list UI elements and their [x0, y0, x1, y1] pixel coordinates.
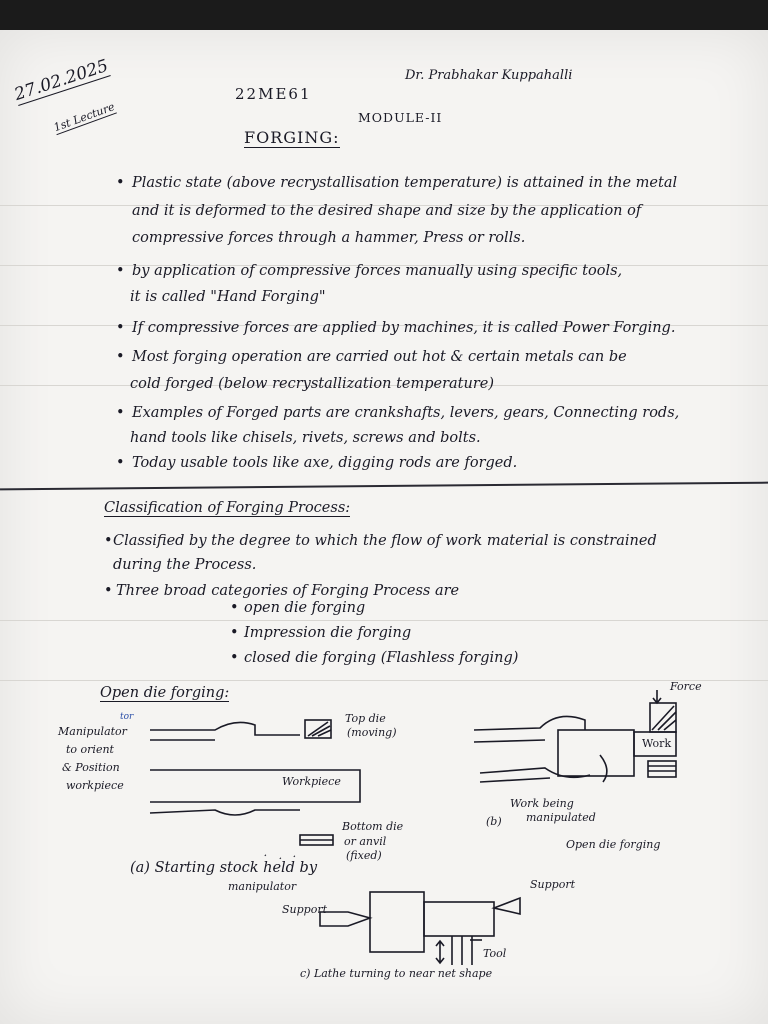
lecture-tag: 1st Lecture	[52, 100, 117, 135]
work-manipulated-label: Work being	[510, 797, 574, 810]
bullet-line: If compressive forces are applied by machines, it is called Power Forging.	[132, 320, 676, 336]
top-die-label: Top die	[345, 712, 386, 725]
bullet-line: hand tools like chisels, rivets, screws and bolts.	[130, 430, 481, 446]
bullet-icon: •	[116, 175, 125, 191]
figure-b-caption: Open die forging	[566, 838, 661, 851]
bullet-line: by application of compressive forces manually using specific tools,	[132, 263, 623, 279]
figure-a-caption: manipulator	[228, 880, 297, 893]
manipulator-label: & Position	[62, 761, 120, 774]
date-stamp: 27.02.2025	[12, 55, 111, 106]
bullet-line: it is called "Hand Forging"	[130, 289, 326, 305]
notebook-page	[0, 30, 768, 1024]
bullet-icon: •	[104, 533, 113, 549]
author-name: Dr. Prabhakar Kuppahalli	[405, 68, 573, 83]
bullet-line: Three broad categories of Forging Process are	[116, 583, 460, 599]
bullet-icon: •	[230, 600, 239, 616]
bullet-icon: •	[104, 583, 113, 599]
tool-arrow	[436, 941, 444, 963]
work-manipulated-label: manipulated	[526, 811, 596, 824]
bottom-die-label: or anvil	[344, 835, 387, 848]
right-support	[494, 898, 520, 914]
figure-c-sketch	[0, 30, 768, 1024]
classification-heading: Classification of Forging Process:	[104, 500, 351, 516]
manipulator-label: to orient	[66, 743, 114, 756]
bullet-line: compressive forces through a hammer, Press or rolls.	[132, 230, 526, 246]
tool-label: Tool	[483, 947, 507, 960]
bullet-icon: •	[230, 650, 239, 666]
bullet-icon: •	[116, 455, 125, 471]
manipulator-label: workpiece	[66, 779, 124, 792]
bullet-line: and it is deformed to the desired shape and size by the application of	[132, 203, 642, 219]
bullet-line: cold forged (below recrystallization temperature)	[130, 376, 495, 392]
tool-lines	[452, 936, 472, 965]
bullet-line: Today usable tools like axe, digging rods are forged.	[132, 455, 518, 471]
bullet-icon: •	[116, 263, 125, 279]
bottom-die-label: (fixed)	[346, 849, 382, 862]
category-item: closed die forging (Flashless forging)	[244, 650, 519, 666]
bullet-icon: •	[116, 405, 125, 421]
bullet-line: Classified by the degree to which the flow of work material is constrained	[113, 533, 657, 549]
bullet-icon: •	[230, 625, 239, 641]
course-code: 22ME61	[235, 85, 312, 103]
work-label: Work	[642, 737, 672, 750]
manipulator-label: Manipulator	[58, 725, 127, 738]
bullet-icon: •	[116, 320, 125, 336]
bullet-line: Examples of Forged parts are crankshafts, levers, gears, Connecting rods,	[132, 405, 680, 421]
figure-b-label: (b)	[486, 815, 502, 828]
figure-c-caption: c) Lathe turning to near net shape	[300, 967, 493, 980]
figure-a-caption: (a) Starting stock held by	[130, 860, 318, 876]
lathe-stock-block	[370, 892, 424, 952]
lathe-turned-section	[424, 902, 494, 936]
category-item: open die forging	[244, 600, 366, 616]
manipulator-correction: tor	[120, 712, 134, 722]
bullet-line: during the Process.	[113, 557, 257, 573]
open-die-heading: Open die forging:	[100, 685, 230, 701]
page-title: FORGING:	[244, 128, 340, 147]
bullet-line: Plastic state (above recrystallisation temperature) is attained in the metal	[132, 175, 678, 191]
force-label: Force	[670, 680, 702, 693]
bullet-line: Most forging operation are carried out hot & certain metals can be	[132, 349, 627, 365]
workpiece-label: Workpiece	[282, 775, 341, 788]
left-support	[320, 912, 370, 926]
module-label: MODULE-II	[358, 110, 443, 125]
category-item: Impression die forging	[244, 625, 412, 641]
top-die-label: (moving)	[347, 726, 397, 739]
bottom-die-label: Bottom die	[342, 820, 404, 833]
support-left-label: Support	[282, 903, 328, 916]
bullet-icon: •	[116, 349, 125, 365]
support-right-label: Support	[530, 878, 576, 891]
